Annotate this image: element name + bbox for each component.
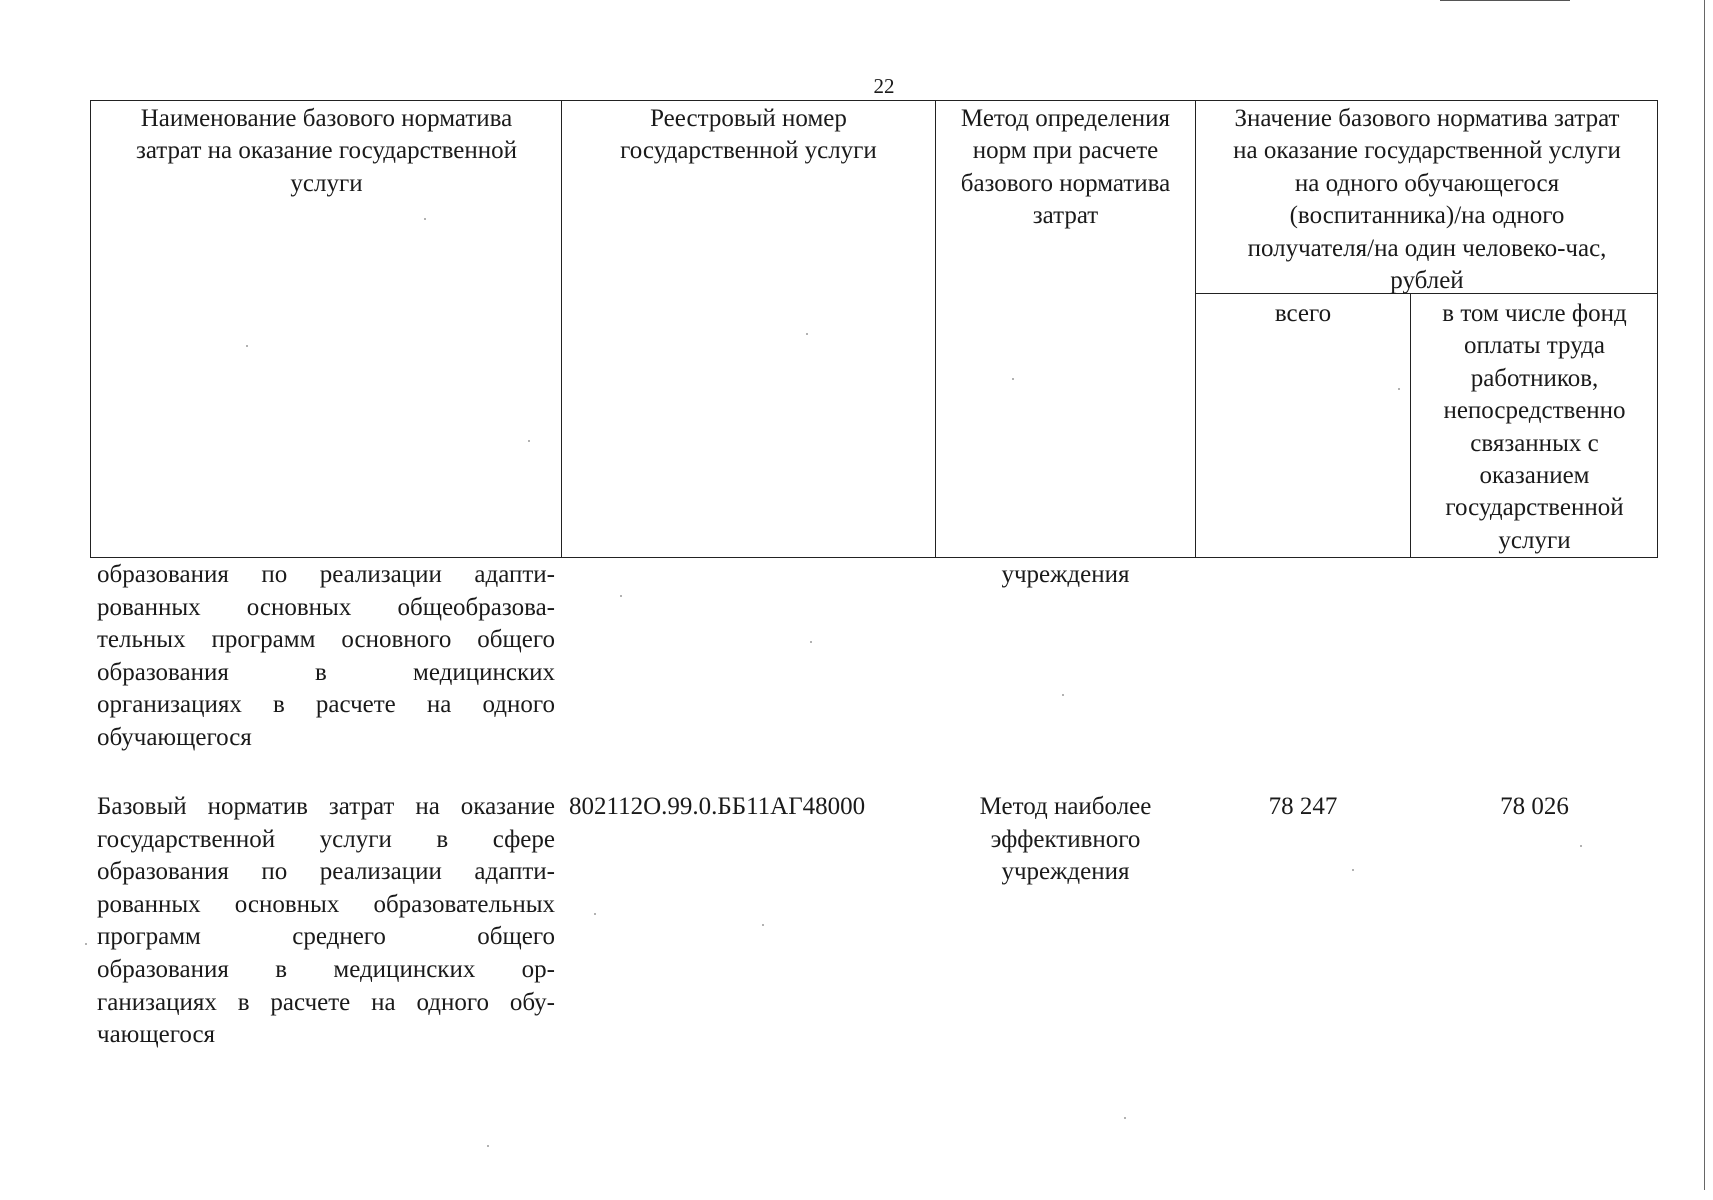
scan-speck — [246, 345, 248, 347]
table-row-2-payroll: 78 026 — [1500, 793, 1569, 820]
table-row-1-name: образования по реализации адапти- рованных основных общеобразова- тельных программ основного общего образования в медицинских организациях в расчете на одного обучающегося — [97, 561, 555, 751]
scan-speck — [806, 333, 808, 335]
right-edge-rule — [1704, 0, 1705, 1190]
table-row-2-registry: 802112О.99.0.ББ11АГ48000 — [569, 793, 866, 820]
header-col-payroll: в том числе фонд оплаты труда работников, непосредственно связанных с оказанием государственной услуги — [1442, 300, 1627, 554]
scan-speck — [487, 1145, 489, 1147]
scan-speck — [1062, 694, 1064, 696]
top-edge-rule — [1440, 0, 1570, 1]
scan-speck — [1398, 388, 1400, 390]
scan-speck — [594, 913, 596, 915]
scan-speck — [810, 641, 812, 643]
header-col-registry: Реестровый номер государственной услуги — [620, 105, 877, 165]
scan-speck — [762, 924, 764, 926]
table-row-2-method: Метод наиболее эффективного учреждения — [979, 793, 1152, 886]
scan-speck — [1352, 869, 1354, 871]
column-divider-1 — [561, 100, 562, 558]
scan-speck — [85, 943, 87, 945]
table-row-1-method: учреждения — [1001, 561, 1130, 588]
scan-speck — [528, 440, 530, 442]
header-col-value-group: Значение базового норматива затрат на оказание государственной услуги на одного обучающегося (воспитанника)/на одного получателя/на один человеко-час, рублей — [1233, 105, 1621, 295]
table-row-2-name: Базовый норматив затрат на оказание государственной услуги в сфере образования по реализации адапти- рованных основных образовательных программ среднего общего образования в медицинских ор- ганизациях в расчете на одного обу- чающегося — [97, 793, 555, 1049]
page-number: 22 — [873, 74, 895, 98]
scan-speck — [1580, 845, 1582, 847]
table-row-2-total: 78 247 — [1268, 793, 1338, 820]
header-col-method: Метод определения норм при расчете базового норматива затрат — [960, 105, 1171, 230]
header-col-total: всего — [1274, 300, 1332, 327]
scan-speck — [1124, 1117, 1126, 1119]
header-col-name: Наименование базового норматива затрат на оказание государственной услуги — [135, 105, 518, 197]
scan-speck — [1012, 378, 1014, 380]
scan-speck — [620, 595, 622, 597]
scan-speck — [424, 218, 426, 220]
